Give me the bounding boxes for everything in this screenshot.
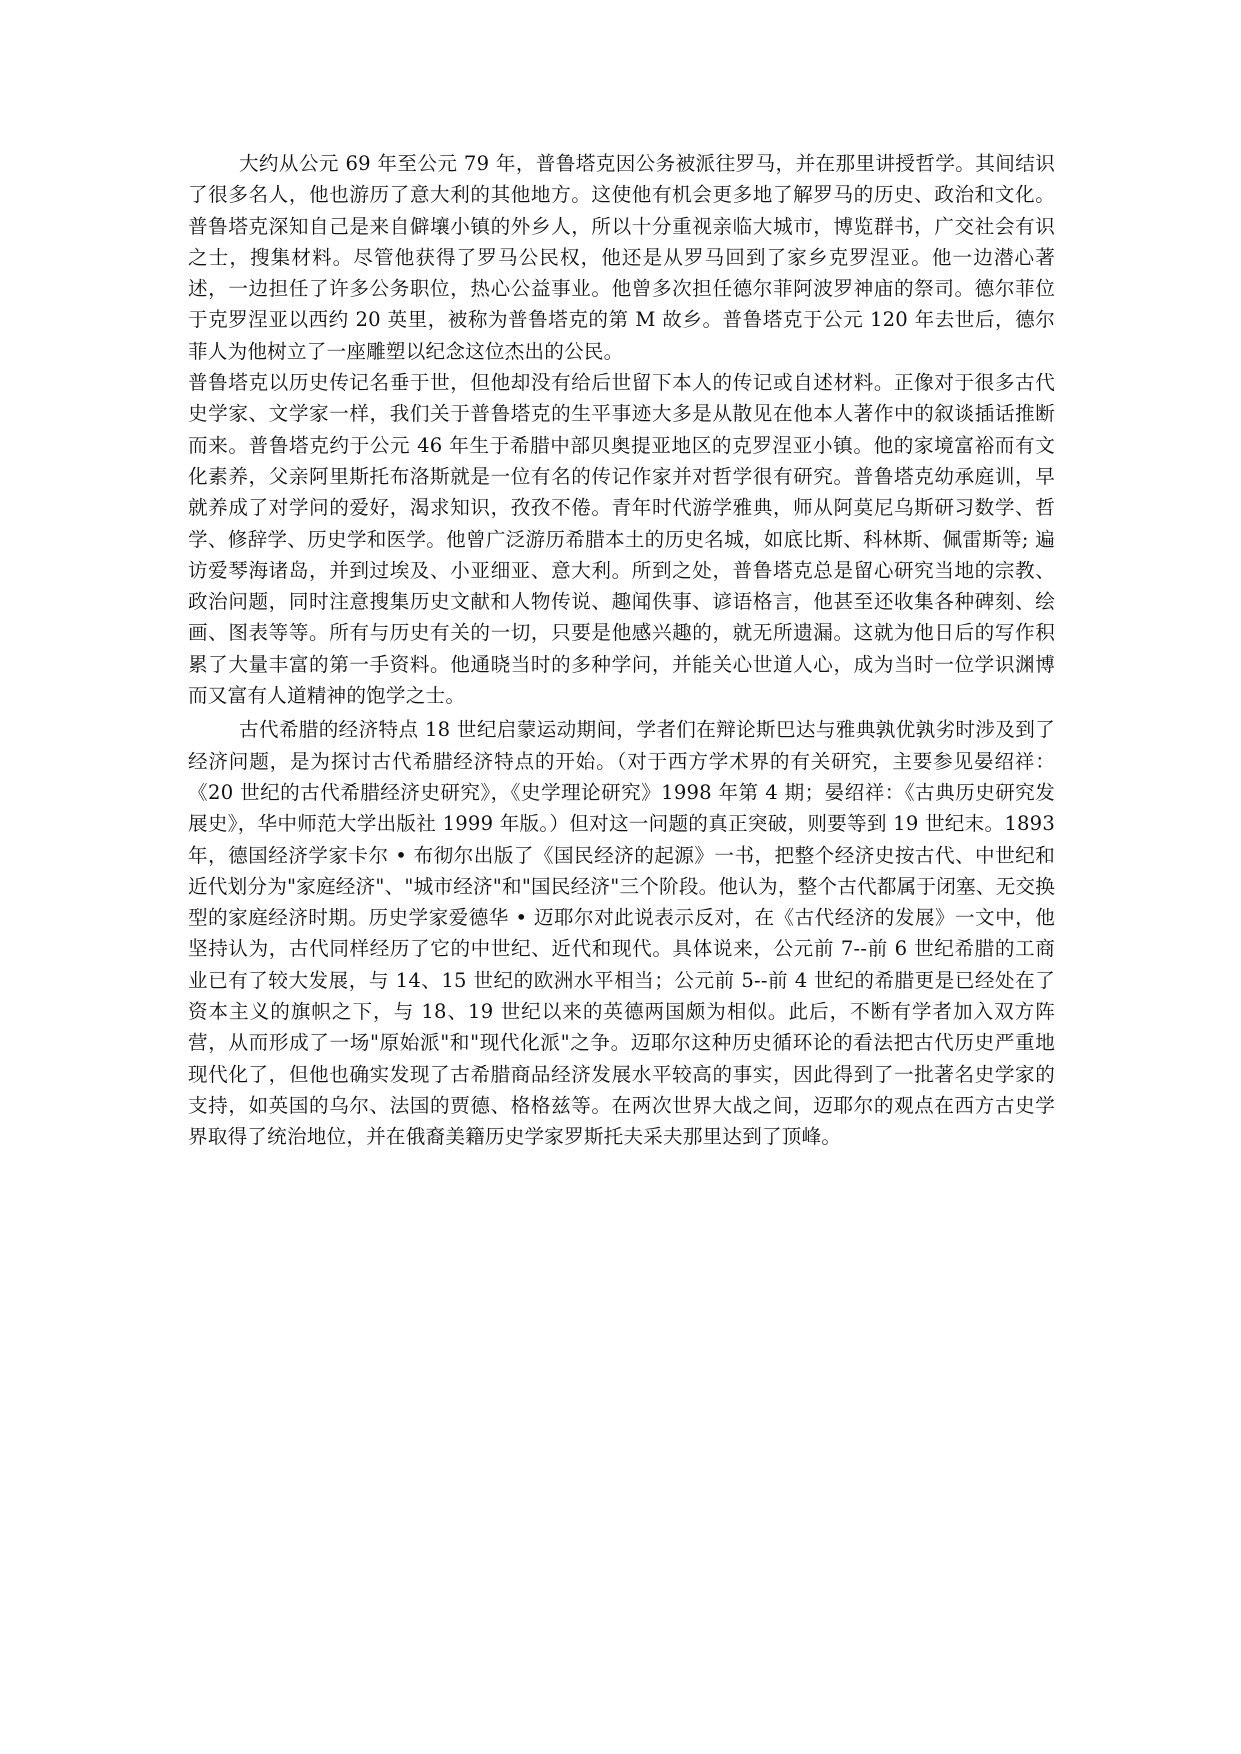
paragraph-plutarch-rome: 大约从公元 69 年至公元 79 年，普鲁塔克因公务被派往罗马，并在那里讲授哲学。其间结识了很多名人，他也游历了意大利的其他地方。这使他有机会更多地了解罗马的历史、政治和文化。普鲁塔克深知自己是来自僻壤小镇的外乡人，所以十分重视亲临大城市，博览群书，广交社会有识之士，搜集材料。尽管他获得了罗马公民权，他还是从罗马回到了家乡克罗涅亚。他一边潜心著述，一边担任了许多公务职位，热心公益事业。他曾多次担任德尔菲阿波罗神庙的祭司。德尔菲位于克罗涅亚以西约 20 英里，被称为普鲁塔克的第 M 故乡。普鲁塔克于公元 120 年去世后，德尔菲人为他树立了一座雕塑以纪念这位杰出的公民。 [188,152,1055,363]
paragraph-plutarch-biography: 普鲁塔克以历史传记名垂于世，但他却没有给后世留下本人的传记或自述材料。正像对于很多古代史学家、文学家一样，我们关于普鲁塔克的生平事迹大多是从散见在他本人著作中的叙谈插话推断而来。普鲁塔克约于公元 46 年生于希腊中部贝奥提亚地区的克罗涅亚小镇。他的家境富裕而有文化素养，父亲阿里斯托布洛斯就是一位有名的传记作家并对哲学很有研究。普鲁塔克幼承庭训，早就养成了对学问的爱好，渴求知识，孜孜不倦。青年时代游学雅典，师从阿莫尼乌斯研习数学、哲学、修辞学、历史学和医学。他曾广泛游历希腊本土的历史名城，如底比斯、科林斯、佩雷斯等; 遍访爱琴海诸岛，并到过埃及、小亚细亚、意大利。所到之处，普鲁塔克总是留心研究当地的宗教、政治问题，同时注意搜集历史文献和人物传说、趣闻佚事、谚语格言，他甚至还收集各种碑刻、绘画、图表等等。所有与历史有关的一切，只要是他感兴趣的，就无所遗漏。这就为他日后的写作积累了大量丰富的第一手资料。他通晓当时的多种学问，并能关心世道人心，成为当时一位学识渊博而又富有人道精神的饱学之士。 [188,371,1055,708]
paragraph-greek-economy: 古代希腊的经济特点 18 世纪启蒙运动期间，学者们在辩论斯巴达与雅典孰优孰劣时涉及到了经济问题，是为探讨古代希腊经济特点的开始。（对于西方学术界的有关研究，主要参见晏绍祥：《20 世纪的古代希腊经济史研究》，《史学理论研究》1998 年第 4 期；晏绍祥：《古典历史研究发展史》，华中师范大学出版社 1999 年版。）但对这一问题的真正突破，则要等到 19 世纪末。1893 年，德国经济学家卡尔 • 布彻尔出版了《国民经济的起源》一书，把整个经济史按古代、中世纪和近代划分为"家庭经济"、"城市经济"和"国民经济"三个阶段。他认为，整个古代都属于闭塞、无交换型的家庭经济时期。历史学家爱德华 • 迈耶尔对此说表示反对，在《古代经济的发展》一文中，他坚持认为，古代同样经历了它的中世纪、近代和现代。具体说来，公元前 7--前 6 世纪希腊的工商业已有了较大发展，与 14、15 世纪的欧洲水平相当；公元前 5--前 4 世纪的希腊更是已经处在了资本主义的旗帜之下，与 18、19 世纪以来的英德两国颇为相似。此后，不断有学者加入双方阵营，从而形成了一场"原始派"和"现代化派"之争。迈耶尔这种历史循环论的看法把古代历史严重地现代化了，但他也确实发现了古希腊商品经济发展水平较高的事实，因此得到了一批著名史学家的支持，如英国的乌尔、法国的贾德、格格兹等。在两次世界大战之间，迈耶尔的观点在西方古史学界取得了统治地位，并在俄裔美籍历史学家罗斯托夫采夫那里达到了顶峰。 [188,718,1055,1149]
document-body [188,148,1055,1153]
